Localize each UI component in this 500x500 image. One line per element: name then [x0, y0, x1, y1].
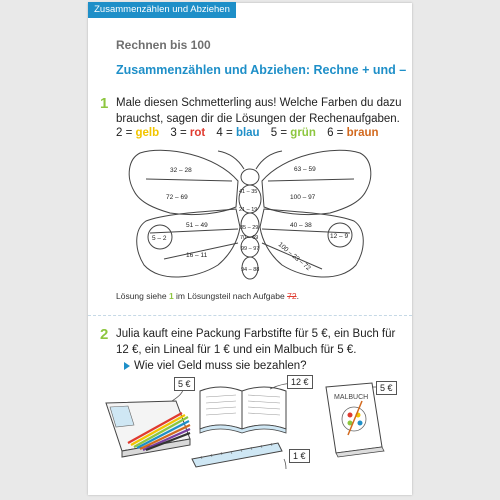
- task-1-line-1: Male diesen Schmetterling aus! Welche Farben du dazu: [116, 97, 402, 109]
- butterfly-head: [241, 169, 259, 185]
- butterfly-task: 12 – 9: [330, 233, 349, 240]
- task-1-line-2: brauchst, sagen dir die Lösungen der Rechenaufgaben.: [116, 112, 400, 125]
- chapter-header-tab: Zusammenzählen und Abziehen: [88, 2, 236, 18]
- wing-divider: [150, 229, 238, 233]
- solution-text: Lösung siehe: [116, 291, 169, 301]
- legend-color: gelb: [135, 127, 160, 139]
- task-2-line-1: Julia kauft eine Packung Farbstifte für 5 €, ein Buch für: [116, 328, 396, 340]
- price-tag-pencils: 5 €: [174, 377, 195, 391]
- pencil-box-illustration: [106, 401, 190, 457]
- legend-item: [116, 127, 159, 139]
- right-lower-wing: [260, 209, 363, 277]
- legend-item: [271, 127, 316, 139]
- butterfly-task: 70 – 69: [240, 235, 259, 241]
- legend-color: blau: [235, 127, 260, 139]
- task-1-number: 1: [100, 95, 109, 112]
- legend-number: 6 =: [327, 127, 344, 139]
- butterfly-task: 40 – 38: [290, 222, 312, 229]
- solution-task-number: 72: [287, 291, 297, 301]
- section-title: Zusammenzählen und Abziehen: Rechne + und –: [116, 63, 407, 77]
- book-illustration: [200, 387, 286, 433]
- butterfly-drawing: [126, 147, 374, 289]
- left-antenna: [218, 151, 244, 169]
- butterfly-task: 16 – 11: [186, 252, 208, 259]
- task-2-text: [116, 327, 395, 358]
- legend-color: grün: [290, 127, 316, 139]
- legend-item: [216, 127, 259, 139]
- page-subtitle: Rechnen bis 100: [116, 38, 211, 52]
- butterfly-task: 63 – 59: [294, 166, 316, 173]
- butterfly-task: 100 – 97: [290, 194, 316, 201]
- price-tag-ruler: 1 €: [289, 449, 310, 463]
- solution-number: 1: [168, 291, 174, 301]
- solution-reference: [116, 291, 299, 301]
- solution-text: .: [296, 291, 299, 301]
- right-upper-wing: [262, 150, 371, 214]
- task-2-line-2: 12 €, ein Lineal für 1 € und ein Malbuch für 5 €.: [116, 343, 357, 356]
- ruler-illustration: [192, 443, 282, 467]
- color-legend: [116, 127, 387, 139]
- legend-number: 2 =: [116, 127, 133, 139]
- butterfly-task: 94 – 88: [241, 267, 260, 273]
- left-lower-wing: [137, 209, 240, 277]
- butterfly-task: 41 – 35: [239, 189, 258, 195]
- coloring-book-label: MALBUCH: [334, 394, 369, 401]
- legend-number: 3 =: [170, 127, 187, 139]
- wing-divider: [268, 179, 354, 181]
- shopping-items: [88, 371, 412, 495]
- wing-divider: [146, 179, 232, 181]
- question-text: Wie viel Geld muss sie bezahlen?: [134, 360, 307, 372]
- left-upper-wing: [129, 150, 238, 214]
- arrow-icon: [284, 459, 286, 469]
- legend-color: braun: [346, 127, 379, 139]
- butterfly-task: 21 – 19: [239, 207, 258, 213]
- task-2-number: 2: [100, 326, 109, 343]
- solution-text: im Lösungsteil nach Aufgabe: [173, 291, 288, 301]
- butterfly-task: 32 – 28: [170, 167, 192, 174]
- right-antenna: [256, 151, 282, 169]
- legend-number: 5 =: [270, 127, 288, 139]
- legend-item: [327, 127, 378, 139]
- butterfly-task: 72 – 69: [166, 194, 188, 201]
- price-tag-coloring-book: 5 €: [376, 381, 397, 395]
- butterfly-task: 99 – 97: [241, 246, 260, 252]
- legend-color: rot: [189, 127, 206, 139]
- task-1-text: [116, 96, 402, 127]
- legend-number: 4 =: [216, 127, 233, 139]
- price-tag-book: 12 €: [287, 375, 313, 389]
- arrow-right-icon: [124, 362, 130, 370]
- workbook-page: [88, 3, 412, 495]
- butterfly-task: 35 – 29: [240, 225, 259, 231]
- butterfly-task: 100 – 23 – 72: [276, 241, 312, 273]
- butterfly-task: 51 – 49: [186, 222, 208, 229]
- legend-item: [170, 127, 205, 139]
- section-divider: [88, 315, 412, 316]
- butterfly-task: 5 – 2: [152, 235, 167, 242]
